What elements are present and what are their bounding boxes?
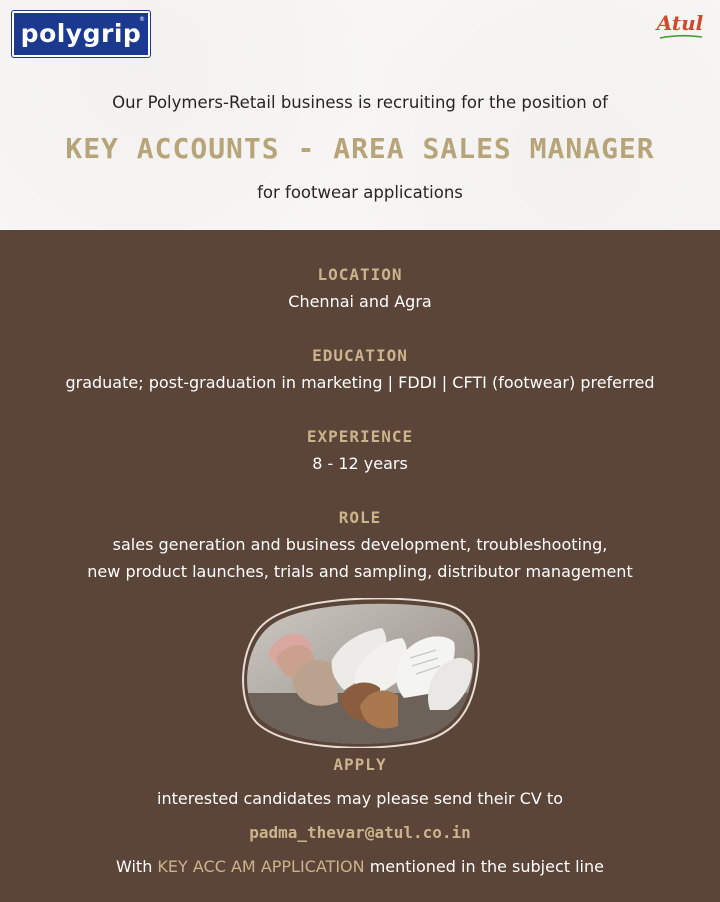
location-value: Chennai and Agra [288,292,432,311]
apply-label: APPLY [333,755,387,774]
experience-label: EXPERIENCE [306,427,414,446]
apply-email-link[interactable]: padma_thevar@atul.co.in [249,823,471,842]
position-title: KEY ACCOUNTS - AREA SALES MANAGER [65,132,655,165]
role-value-line2: new product launches, trials and sampling, distributor management [87,562,633,581]
experience-value: 8 - 12 years [312,454,408,473]
atul-logo [654,10,706,42]
intro-text: Our Polymers-Retail business is recruiting for the position of [112,93,608,112]
location-label: LOCATION [317,265,403,284]
education-value: graduate; post-graduation in marketing | FDDI | CFTI (footwear) preferred [65,373,655,392]
atul-swoosh-icon [658,34,704,40]
subject-text-before: With [116,857,158,876]
subject-text-after: mentioned in the subject line [364,857,604,876]
polygrip-logo-text: polygrip [20,18,142,48]
polygrip-logo [12,11,150,57]
apply-instruction: interested candidates may please send their CV to [157,789,563,808]
apply-subject-line [0,857,720,876]
education-label: EDUCATION [312,346,408,365]
position-subtitle: for footwear applications [257,183,463,202]
header-section [0,0,720,230]
role-value-line1: sales generation and business development, troubleshooting, [112,535,608,554]
registered-mark-icon: ® [139,16,145,23]
role-label: ROLE [338,508,382,527]
footwear-photo [240,598,480,748]
subject-highlight: KEY ACC AM APPLICATION [157,857,365,876]
atul-logo-text: Atul [656,11,704,35]
